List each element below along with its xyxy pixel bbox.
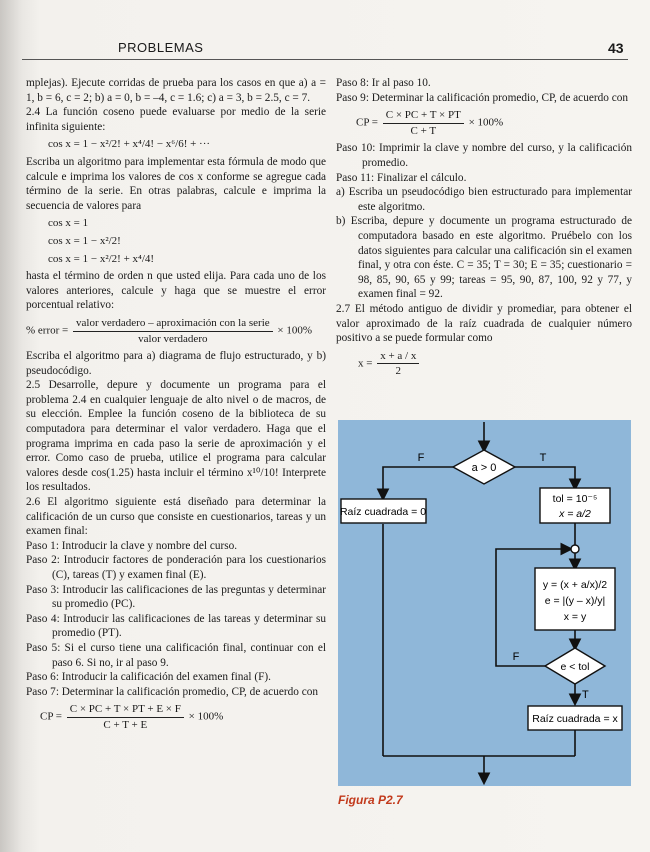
problem-2-5: 2.5 Desarrolle, depure y documente un programa para el problema 2.4 en cualquier lenguaje de alto nivel o de macros, de su elección. Emplee la función coseno de la biblioteca de su computadora para determinar el valor verdadero. Haga que el programa imprima en cada paso la serie de aproximación y el error. Como caso de prueba, utilice el programa para calcular valores desde cos(1.25) hasta incluir el término x¹⁰/10! Interprete los resultados.: [26, 379, 326, 494]
box-label: x = y: [563, 611, 587, 623]
fraction: [377, 349, 419, 379]
box-label: x = a/2: [559, 508, 591, 520]
eq-left: CP =: [356, 116, 378, 129]
running-header: PROBLEMAS: [118, 40, 204, 55]
error-equation: [26, 316, 326, 346]
left-column: [26, 76, 326, 736]
box-label: y = (x + a/x)/2: [542, 579, 608, 591]
problem-2-4: 2.4 La función coseno puede evaluarse por medio de la serie infinita siguiente:: [26, 106, 326, 133]
flowchart-svg: [338, 420, 631, 786]
x-equation: [358, 349, 632, 379]
eq-right: × 100%: [468, 116, 504, 129]
fraction: [383, 108, 464, 138]
figure-caption: Figura P2.7: [338, 793, 403, 807]
step: Paso 10: Imprimir la clave y nombre del curso, y la calificación promedio.: [336, 142, 632, 169]
paragraph: mplejas). Ejecute corridas de prueba para los casos en que a) a = 1, b = 6, c = 2; b) a = 0, b = –4, c = 1.6; c) a = 3, b = 2.5, c = 7.: [26, 77, 326, 104]
box-label: e = |(y – x)/y|: [544, 595, 606, 607]
paragraph: Escriba un algoritmo para implementar esta fórmula de modo que calcule e imprima los valores de cos x conforme se agregue cada término de la serie. En otras palabras, calcule e imprima la secuencia de valores para: [26, 155, 326, 212]
denominator: 2: [395, 365, 402, 378]
cp-equation: [356, 108, 632, 138]
equation-line: cos x = 1 − x²/2! + x⁴/4!: [48, 252, 155, 265]
problem-2-7: 2.7 El método antiguo de dividir y promediar, para obtener el valor aproximado de la raíz cuadrada de cualquier número positivo a se puede formular como: [336, 302, 632, 345]
flowchart-figure: [338, 420, 631, 786]
step: Paso 5: Si el curso tiene una calificación final, continuar con el paso 6. Si no, ir al paso 9.: [26, 641, 326, 669]
decision-label: e < tol: [560, 661, 590, 673]
eq-right: × 100%: [188, 710, 224, 723]
paragraph: Escriba el algoritmo para a) diagrama de flujo estructurado, y b) pseudocódigo.: [26, 350, 326, 377]
eq-right: × 100%: [277, 324, 313, 337]
true-label: T: [539, 452, 547, 464]
step: Paso 11: Finalizar el cálculo.: [336, 171, 467, 184]
step: Paso 2: Introducir factores de ponderación para los cuestionarios (C), tareas (T) y examen final (E).: [26, 554, 326, 581]
numerator: x + a / x: [377, 349, 419, 365]
flow-arrow: [515, 467, 575, 488]
eq-left: x =: [358, 357, 373, 370]
step: Paso 4: Introducir las calificaciones de las tareas y determinar su promedio (PT).: [26, 612, 326, 640]
cp-equation: [40, 702, 326, 732]
denominator: valor verdadero: [138, 332, 208, 345]
step: Paso 9: Determinar la calificación promedio, CP, de acuerdo con: [336, 91, 629, 104]
step: Paso 1: Introducir la clave y nombre del curso.: [26, 539, 238, 552]
eq-left: % error =: [26, 324, 69, 337]
step: Paso 8: Ir al paso 10.: [336, 77, 431, 89]
step: Paso 7: Determinar la calificación promedio, CP, de acuerdo con: [26, 685, 319, 698]
fraction: [73, 316, 273, 346]
numerator: C × PC + T × PT: [383, 108, 464, 124]
item-b: b) Escriba, depure y documente un programa estructurado de computadora basado en este algoritmo. Pruébelo con los datos siguientes para calcular una calificación sin el examen final, y otra con éste. C = 35; T = 30; E = 35; cuestionario = 98, 85, 90, 65 y 99; tareas = 95, 90, 87, 100, 92 y 77, y examen final = 92.: [336, 215, 632, 301]
false-label: F: [512, 651, 520, 663]
step: Paso 3: Introducir las calificaciones de las preguntas y determinar su promedio (PC).: [26, 583, 326, 611]
box-label: tol = 10⁻⁵: [552, 493, 598, 505]
decision-label: a > 0: [471, 462, 497, 474]
equation-line: cos x = 1 − x²/2!: [48, 234, 121, 247]
true-label: T: [582, 689, 589, 701]
box-label: Raíz cuadrada = x: [532, 713, 618, 725]
equation-line: cos x = 1: [48, 217, 89, 230]
box-label: Raíz cuadrada = 0: [339, 506, 427, 518]
fraction: [67, 702, 184, 732]
numerator: valor verdadero – aproximación con la serie: [73, 316, 273, 332]
flow-arrow: [383, 467, 453, 498]
paragraph: hasta el término de orden n que usted elija. Para cada uno de los valores anteriores, calcule y haga que se muestre el error porcentual relativo:: [26, 270, 326, 312]
right-column: [336, 76, 632, 382]
step: Paso 6: Introducir la calificación del examen final (F).: [26, 671, 271, 684]
header-rule: [22, 59, 628, 60]
false-label: F: [417, 452, 425, 464]
denominator: C + T: [410, 124, 437, 137]
page-number: 43: [608, 40, 624, 56]
problem-2-6: 2.6 El algoritmo siguiente está diseñado para determinar la calificación de un curso que consiste en cuestionarios, tareas y un examen final:: [26, 496, 326, 538]
junction-node: [571, 545, 579, 553]
cos-series-equation: cos x = 1 − x²/2! + x⁴/4! − x⁶/6! + ···: [48, 138, 211, 151]
eq-left: CP =: [40, 710, 62, 723]
denominator: C + T + E: [103, 718, 148, 731]
item-a: a) Escriba un pseudocódigo bien estructurado para implementar este algoritmo.: [336, 186, 632, 213]
numerator: C × PC + T × PT + E × F: [67, 702, 184, 718]
